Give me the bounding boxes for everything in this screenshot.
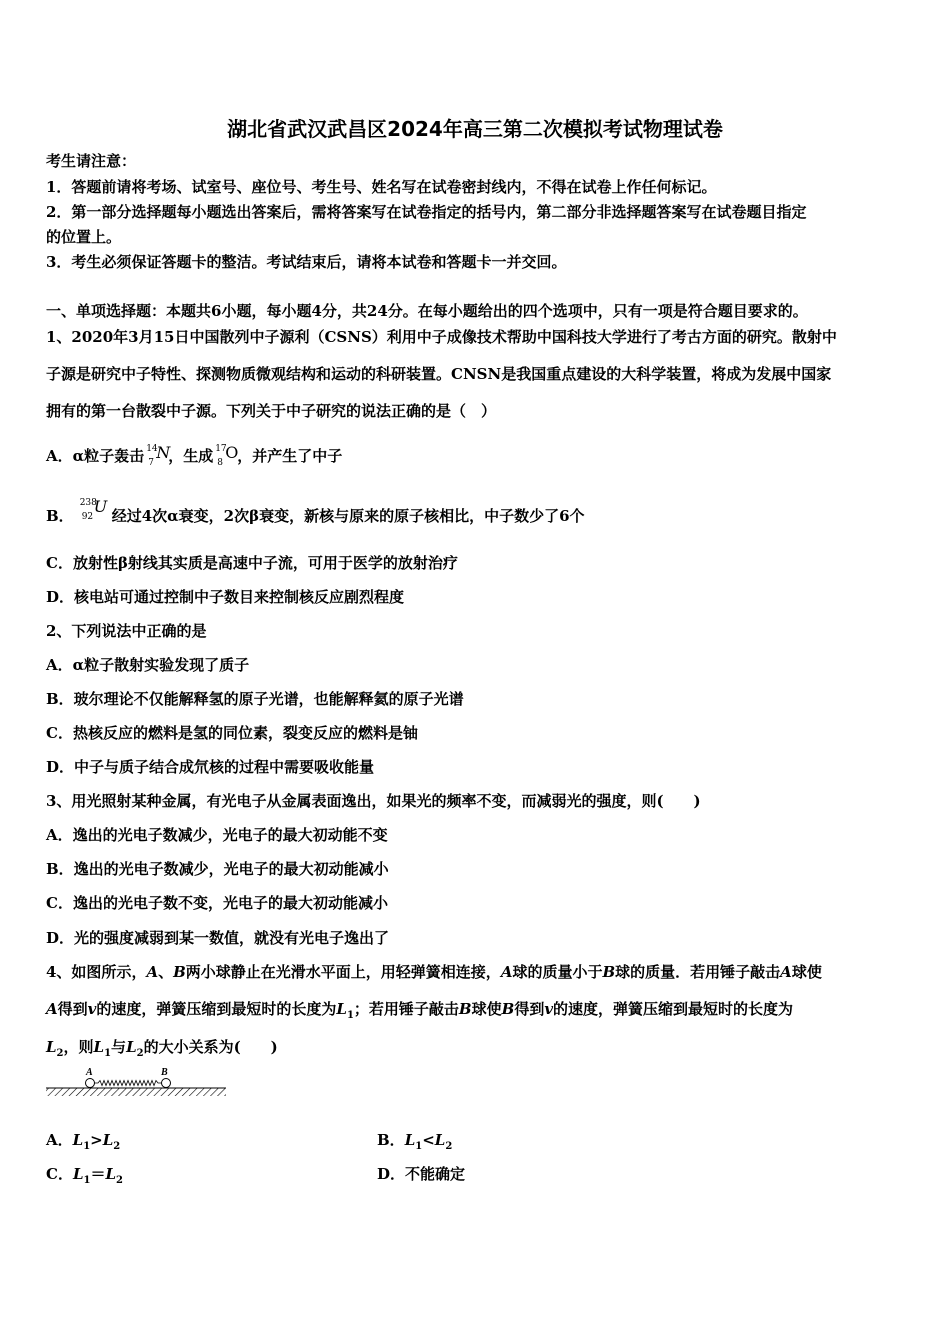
isotope-o: 17 8 O xyxy=(215,443,239,468)
q3-option-b[interactable]: B．逸出的光电子数减少，光电子的最大初动能减小 xyxy=(46,860,389,878)
notice-item: 2．第一部分选择题每小题选出答案后，需将答案写在试卷指定的括号内，第二部分非选择题答案写在试卷题目指定 xyxy=(46,203,807,221)
q1-option-b[interactable]: B． 238 92 U 经过4次α衰变，2次β衰变，新核与原来的原子核相比，中子数少了6个 xyxy=(46,497,585,525)
q2-option-c[interactable]: C．热核反应的燃料是氢的同位素，裂变反应的燃料是铀 xyxy=(46,724,418,742)
q1-stem: 子源是研究中子特性、探测物质微观结构和运动的科研装置。CNSN是我国重点建设的大科学装置，将成为发展中国家 xyxy=(46,365,832,383)
page-title: 湖北省武汉武昌区2024年高三第二次模拟考试物理试卷 xyxy=(227,117,723,141)
q1-stem: 拥有的第一台散裂中子源。下列关于中子研究的说法正确的是（ ） xyxy=(46,402,497,420)
q2-option-b[interactable]: B．玻尔理论不仅能解释氢的原子光谱，也能解释氦的原子光谱 xyxy=(46,690,464,708)
q4-option-d[interactable]: D．不能确定 xyxy=(377,1165,466,1183)
q4-stem: A得到v的速度，弹簧压缩到最短时的长度为$L_1$；若用锤子敲击B球使B得到v的速度，弹簧压缩到最短时的长度为 xyxy=(46,1000,794,1021)
q3-option-d[interactable]: D．光的强度减弱到某一数值，就没有光电子逸出了 xyxy=(46,929,390,947)
isotope-u: 238 92 U xyxy=(79,497,108,522)
q1-option-a[interactable]: A．α粒子轰击 14 7 N ，生成 17 8 O ，并产生了中子 xyxy=(46,443,343,468)
isotope-n: 14 7 N xyxy=(146,443,171,468)
q2-option-d[interactable]: D．中子与质子结合成氘核的过程中需要吸收能量 xyxy=(46,758,375,776)
q1-option-d[interactable]: D．核电站可通过控制中子数目来控制核反应剧烈程度 xyxy=(46,588,405,606)
ball-a-label: A xyxy=(86,1067,93,1078)
q3-stem: 3、用光照射某种金属，有光电子从金属表面逸出，如果光的频率不变，而减弱光的强度，则( ) xyxy=(46,792,701,810)
q4-option-a[interactable]: A．$L_1>L_2$ xyxy=(46,1131,121,1152)
option-text: A．α粒子轰击 xyxy=(46,447,145,465)
ball-a xyxy=(86,1079,95,1088)
q1-option-c[interactable]: C．放射性β射线其实质是高速中子流，可用于医学的放射治疗 xyxy=(46,554,458,572)
ground-hatch xyxy=(46,1088,226,1096)
notice-item: 1．答题前请将考场、试室号、座位号、考生号、姓名写在试卷密封线内，不得在试卷上作任何标记。 xyxy=(46,178,717,196)
q2-option-a[interactable]: A．α粒子散射实验发现了质子 xyxy=(46,656,250,674)
q4-stem: 4、如图所示，A、B两小球静止在光滑水平面上，用轻弹簧相连接，A球的质量小于B球的质量．若用锤子敲击A球使 xyxy=(46,963,822,981)
spring-figure xyxy=(44,1064,228,1102)
q3-option-c[interactable]: C．逸出的光电子数不变，光电子的最大初动能减小 xyxy=(46,894,388,912)
q4-option-c[interactable]: C．$L_1=L_2$ xyxy=(46,1165,123,1186)
q2-stem: 2、下列说法中正确的是 xyxy=(46,622,207,640)
notice-item: 的位置上。 xyxy=(46,228,122,246)
q1-stem: 1、2020年3月15日中国散列中子源利（CSNS）利用中子成像技术帮助中国科技大学进行了考古方面的研究。散射中 xyxy=(46,328,837,346)
spring xyxy=(95,1081,162,1086)
ball-b xyxy=(162,1079,171,1088)
q3-option-a[interactable]: A．逸出的光电子数减少，光电子的最大初动能不变 xyxy=(46,826,388,844)
section-heading: 一、单项选择题：本题共6小题，每小题4分，共24分。在每小题给出的四个选项中，只有一项是符合题目要求的。 xyxy=(46,302,808,320)
notice-item: 3．考生必须保证答题卡的整洁。考试结束后，请将本试卷和答题卡一并交回。 xyxy=(46,253,567,271)
q4-option-b[interactable]: B．$L_1<L_2$ xyxy=(377,1131,453,1152)
notice-heading: 考生请注意： xyxy=(46,152,137,170)
ball-b-label: B xyxy=(161,1067,168,1078)
q4-stem: $L_2$，则$L_1$与$L_2$的大小关系为( ) xyxy=(46,1038,278,1059)
